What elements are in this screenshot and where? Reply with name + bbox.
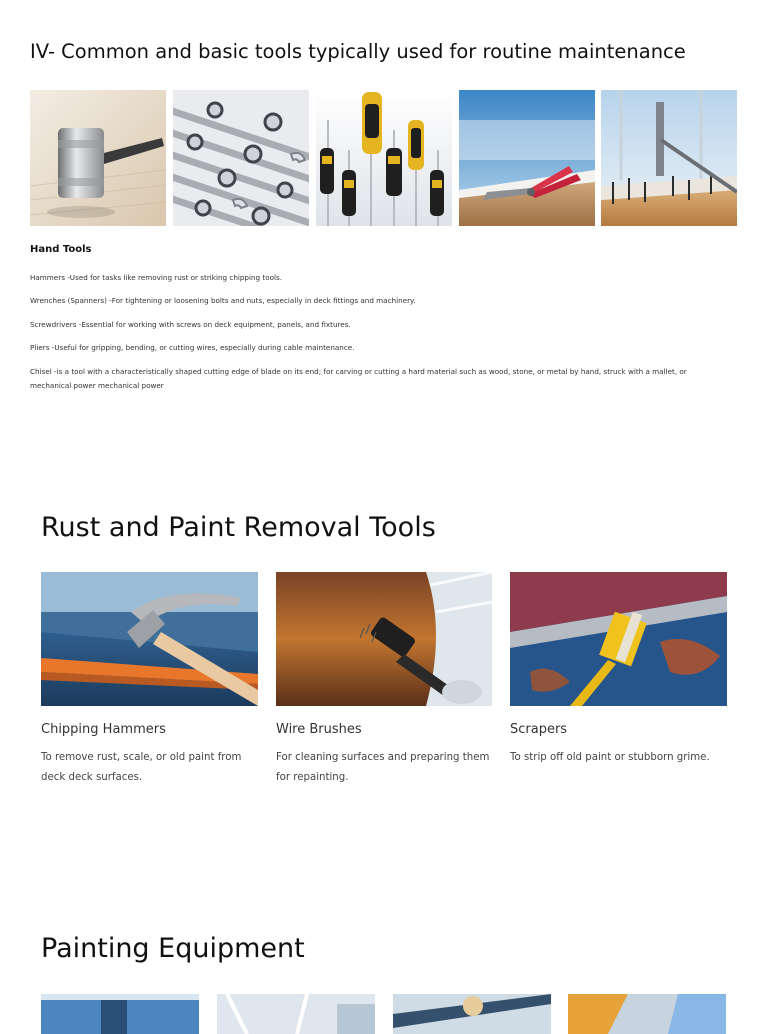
chisel-image [601,90,737,226]
chipping-hammer-image [41,572,258,706]
painting-image [393,994,551,1034]
painting-image [41,994,199,1034]
hand-tool-item: Chisel -is a tool with a characteristically shaped cutting edge of blade on its end; for carving or cutting a hard material such as wood, stone, or metal by hand, struck with a mallet, or mechanical power mechanical power [30,367,687,390]
card-description: To strip off old paint or stubborn grime. [510,752,710,763]
section-title: IV- Common and basic tools typically used for routine maintenance [30,40,686,63]
card-title: Chipping Hammers [41,722,166,737]
card-title: Scrapers [510,722,568,737]
scraper-image [510,572,727,706]
card-description: For cleaning surfaces and preparing them for repainting. [276,752,490,783]
hammer-image [30,90,166,226]
painting-image [217,994,375,1034]
hand-tool-item: Pliers -Useful for gripping, bending, or cutting wires, especially during cable maintenance. [30,343,355,352]
hand-tools-heading: Hand Tools [30,244,92,255]
painting-section-title: Painting Equipment [41,933,305,964]
hand-tool-item: Wrenches (Spanners) -For tightening or loosening bolts and nuts, especially in deck fittings and machinery. [30,296,416,305]
card-description: To remove rust, scale, or old paint from deck deck surfaces. [41,752,242,783]
wrenches-image [173,90,309,226]
hand-tool-item: Hammers -Used for tasks like removing rust or striking chipping tools. [30,273,283,282]
pliers-image [459,90,595,226]
screwdrivers-image [316,90,452,226]
rust-section-title: Rust and Paint Removal Tools [41,512,436,543]
wire-brush-image [276,572,492,706]
hand-tool-item: Screwdrivers -Essential for working with screws on deck equipment, panels, and fixtures. [30,320,351,329]
card-title: Wire Brushes [276,722,362,737]
painting-image [568,994,726,1034]
